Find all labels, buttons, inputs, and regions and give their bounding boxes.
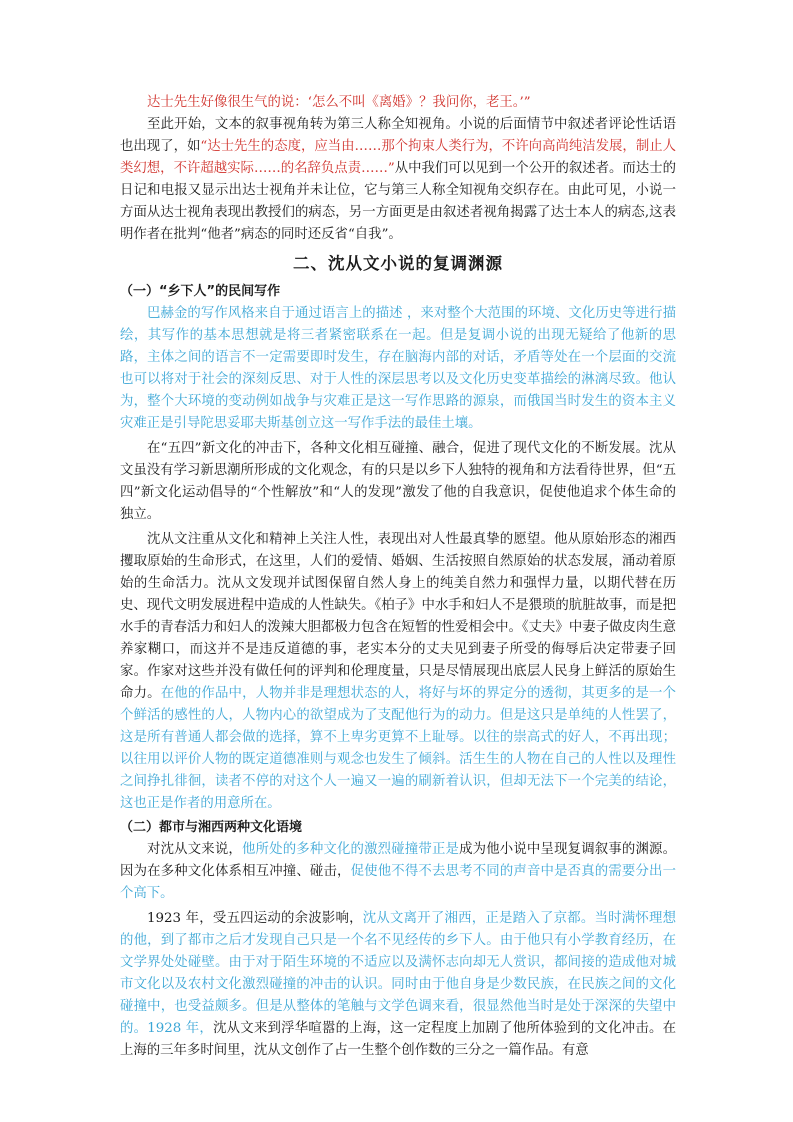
paragraph-text: 成为他小说中呈现复调叙事的渊源。因为在多种文化体系相互冲撞、碰击， <box>120 842 677 879</box>
paragraph-text: 从中我们可以见到一个公开的叙述者。而达士的日记和电报又显示出达士视角并未让位，它与第三人称全知视角交织存在。由此可见，小说一方面从达士视角表现出教授们的病态，另一方面更是由叙述者视角揭露了达士本人的病态,这表明作者在批判“他者”病态的同时还反省“自我”。 <box>120 161 676 242</box>
highlighted-text: 在他的作品中，人物并非是理想状态的人，将好与坏的界定分的透彻，其更多的是一个个鲜活的感性的人，人物内心的欲望成为了支配他行为的动力。但是这只是单纯的人性罢了，这是所有普通人都会做的选择，算不上卑劣更算不上耻辱。以往的崇高式的好人，不再出现；以往用以评价人物的既定道德准则与观念也发生了倾斜。活生生的人物在自己的人性以及理性之间挣扎徘徊，读者不停的对这个人一遍又一遍的刷新着认识，但却无法下一个完美的结论，这也正是作者的用意所在。 <box>120 686 677 811</box>
cultural-collision-paragraph <box>120 839 676 905</box>
paragraph-text: 沈从文来到浮华喧嚣的上海，这一定程度上加剧了他所体验到的文化冲击。在上海的三年多时间里，沈从文创作了占一生整个创作数的三分之一篇作品。有意 <box>120 1021 676 1058</box>
human-nature-paragraph <box>120 529 676 815</box>
narrative-view-paragraph <box>120 114 676 246</box>
subsection-title-2: （二）都市与湘西两种文化语境 <box>120 820 303 835</box>
subsection-title-1: （一）“乡下人”的民间写作 <box>120 284 281 299</box>
highlighted-quote: “达士先生的态度，应当由……那个拘束人类行为，不许向高尚纯洁发展，制止人类幻想，不许超越实际……的名辞负点责……” <box>120 139 677 176</box>
may-fourth-paragraph: 在“五四”新文化的冲击下，各种文化相互碰撞、融合，促进了现代文化的不断发展。沈从文虽没有学习新思潮所形成的文化观念，有的只是以乡下人独特的视角和方法看待世界，但“五四”新文化运动倡导的“个性解放”和“人的发现”激发了他的自我意识，促使他追求个体生命的独立。 <box>120 441 676 522</box>
highlighted-text: 促使他不得不去思考不同的声音中是否真的需要分出一个高下。 <box>120 864 676 901</box>
paragraph-text: 至此开始，文本的叙事视角转为第三人称全知视角。小说的后面情节中叙述者评论性话语也出现了，如 <box>120 117 676 154</box>
paragraph-text: 对沈从文来说， <box>147 842 242 857</box>
highlighted-text: 沈从文离开了湘西，正是踏入了京都。当时满怀理想的他，到了都市之后才发现自己只是一个名不见经传的乡下人。由于他只有小学教育经历，在文学界处处碰壁。由于对于陌生环境的不适应以及满怀志向却无人赏识，都间接的造成他对城市文化以及农村文化激烈碰撞的冲击的认识。同时由于他自身是少数民族，在民族之间的文化碰撞中，也受益颇多。但是从整体的笔触与文学色调来看，很显然他当时是处于深深的失望中的。1928 年， <box>120 911 677 1036</box>
paragraph-text: 沈从文注重从文化和精神上关注人性，表现出对人性最真挚的愿望。他从原始形态的湘西攫取原始的生命形式，在这里，人们的爱情、婚姻、生活按照自然原始的状态发展，涌动着原始的生命活力。沈从文发现并试图保留自然人身上的纯美自然力和强悍力量，以期代替在历史、现代文明发展进程中造成的人性缺失。《柏子》中水手和妇人不是猥琐的肮脏故事，而是把水手的青春活力和妇人的泼辣大胆都极力包含在短暂的性爱相会中。《丈夫》中妻子做皮肉生意养家糊口，而这并不是违反道德的事，老实本分的丈夫见到妻子所受的侮辱后决定带妻子回家。作家对这些并没有做任何的评判和伦理度量，只是尽情展现出底层人民身上鲜活的原始生命力。 <box>120 532 676 701</box>
section-title: 二、沈从文小说的复调渊源 <box>293 254 503 273</box>
highlighted-text: 他所处的多种文化的激烈碰撞带正是 <box>241 842 460 857</box>
paragraph-text: 1923 年，受五四运动的余波影响， <box>147 911 363 926</box>
year-1923-paragraph <box>120 908 676 1062</box>
quote-paragraph: 达士先生好像很生气的说：‘怎么不叫《离婚》？我问你，老王。’” <box>147 95 531 110</box>
document-body <box>120 92 676 1062</box>
bakhtin-paragraph: 巴赫金的写作风格来自于通过语言上的描述 ，来对整个大范围的环境、文化历史等进行描绘，其写作的基本思想就是将三者紧密联系在一起。但是复调小说的出现无疑给了他新的思路，主体之间的语言不一定需要即时发生，存在脑海内部的对话，矛盾等处在一个层面的交流也可以将对于社会的深刻反思、对于人性的深层思考以及文化历史变革描绘的淋漓尽致。他认为，整个大环境的变动例如战争与灾难正是这一写作思路的源泉，而俄国当时发生的资本主义灾难正是引导陀思妥耶夫斯基创立这一写作手法的最佳土壤。 <box>120 306 676 431</box>
